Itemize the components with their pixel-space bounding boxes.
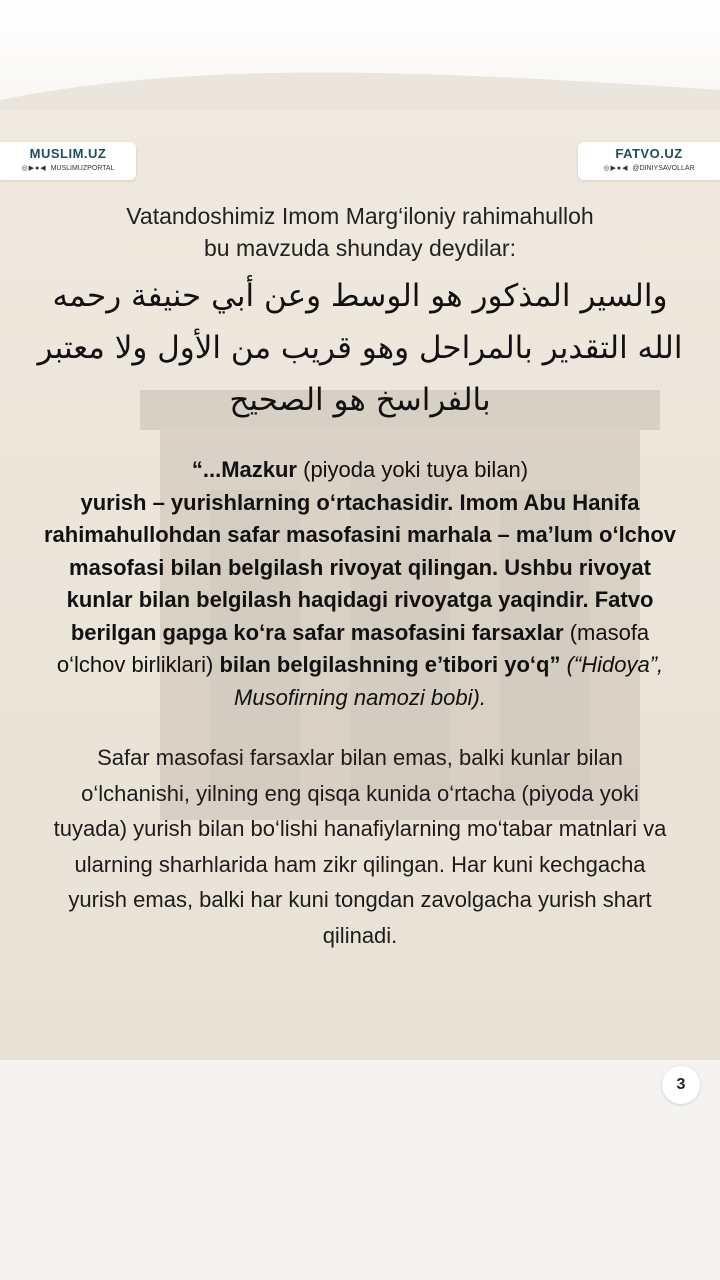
- fatvo-uz-logo: FATVO.UZ: [615, 146, 683, 161]
- fatvo-uz-badge[interactable]: [578, 142, 720, 180]
- explanation-paragraph: Safar masofasi farsaxlar bilan emas, balki kunlar bilan o‘lchanishi, yilning eng qisqa kunida o‘rtacha (piyoda yoki tuyada) yurish bilan bo‘lishi hanafiylarning mo‘tabar matnlari va ularning sharhlarida ham zikr qilingan. Har kuni kechgacha yurish emas, balki har kuni tongdan zavolgacha yurish shart qilinadi.: [53, 745, 667, 948]
- quote-normal-1: (piyoda yoki tuya bilan): [297, 457, 529, 482]
- arabic-quote: والسير المذكور هو الوسط وعن أبي حنيفة رحمه الله التقدير بالمراحل وهو قريب من الأول ولا معتبر بالفراسخ هو الصحيح: [37, 278, 683, 418]
- quote-bold-3: bilan belgilashning e’tibori yo‘q”: [219, 652, 561, 677]
- page-number-badge: 3: [662, 1066, 700, 1104]
- muslim-uz-handle: MUSLIMUZPORTAL: [50, 165, 115, 172]
- muslim-uz-badge[interactable]: [0, 142, 136, 180]
- social-icons: ◎▶●◀: [603, 165, 629, 172]
- intro-line-2: bu mavzuda shunday deydilar:: [204, 235, 516, 261]
- muslim-uz-social-row: [0, 164, 136, 172]
- fatvo-uz-social-row: [578, 164, 720, 172]
- quote-bold-2: yurish – yurishlarning o‘rtachasidir. Imom Abu Hanifa rahimahullohdan safar masofasini marhala – ma’lum o‘lchov masofasi bilan belgilash rivoyat qilingan. Ushbu rivoyat kunlar bilan belgilash haqidagi rivoyatga yaqindir. Fatvo berilgan gapga ko‘ra safar masofasini farsaxlar: [43, 489, 677, 645]
- main-content: [36, 200, 684, 953]
- bottom-background: [0, 1060, 720, 1280]
- quote-normal-2: (masofa o‘lchov birliklari): [56, 619, 650, 677]
- translated-quote: [36, 454, 684, 714]
- intro-line-1: Vatandoshimiz Imom Marg‘iloniy rahimahulloh: [126, 203, 594, 229]
- quote-source: (“Hidoya”, Musofirning namozi bobi).: [234, 652, 664, 710]
- fatvo-uz-handle: @DINIYSAVOLLAR: [632, 165, 695, 172]
- social-icons: ◎▶●◀: [21, 165, 47, 172]
- muslim-uz-logo: MUSLIM.UZ: [29, 146, 107, 161]
- quote-bold-1: “...Mazkur: [191, 457, 297, 482]
- intro-text: [36, 200, 684, 264]
